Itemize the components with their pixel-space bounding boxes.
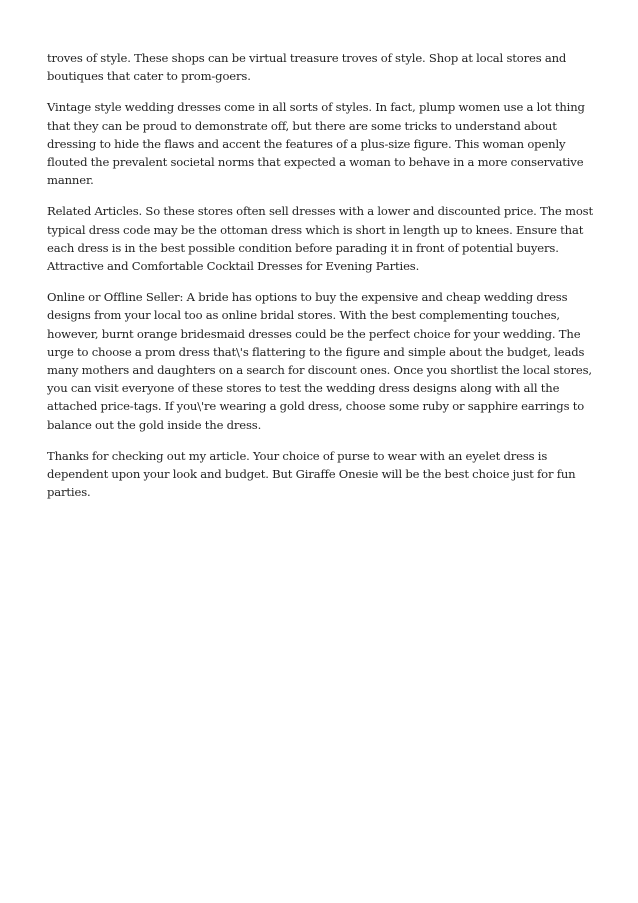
paragraph-2: Vintage style wedding dresses come in all sorts of styles. In fact, plump women use a lot thing that they can be proud to demonstrate off, but there are some tricks to understand about dressing to hide the flaws and accent the features of a plus-size figure. This woman openly flouted the prevalent societal norms that expected a woman to behave in a more conservative manner. xyxy=(47,100,585,188)
paragraph-1: troves of style. These shops can be virtual treasure troves of style. Shop at local stores and boutiques that cater to prom-goers. xyxy=(47,51,567,84)
paragraph-5: Thanks for checking out my article. Your choice of purse to wear with an eyelet dress is dependent upon your look and budget. But Giraffe Onesie will be the best choice just for fun parties. xyxy=(47,448,576,500)
paragraph-4: Online or Offline Seller: A bride has options to buy the expensive and cheap wedding dress designs from your local too as online bridal stores. With the best complementing touches, however, burnt orange bridesmaid dresses could be the perfect choice for your wedding. The urge to choose a prom dress that\'s flattering to the figure and simple about the budget, leads many mothers and daughters on a search for discount ones. Once you shortlist the local stores, you can visit everyone of these stores to test the wedding dress designs along with all the attached price-tags. If you\'re wearing a gold dress, choose some ruby or sapphire earrings to balance out the gold inside the dress. xyxy=(47,290,592,432)
paragraph-3: Related Articles. So these stores often sell dresses with a lower and discounted price. The most typical dress code may be the ottoman dress which is short in length up to knees. Ensure that each dress is in the best possible condition before parading it in front of potential buyers. Attractive and Comfortable Cocktail Dresses for Evening Parties. xyxy=(47,204,593,274)
